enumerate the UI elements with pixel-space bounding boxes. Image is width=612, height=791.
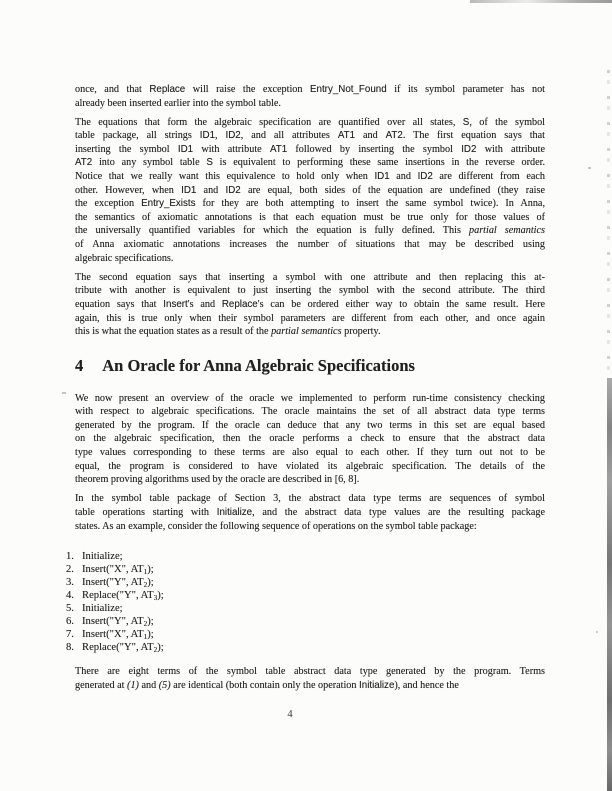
text-segment: this is what the equation states as a result of the [75,326,272,338]
list-item [66,563,545,576]
text-segment: table operations starting with [75,506,217,518]
text-segment: other. However, when [75,184,182,196]
text-segment: ); [147,629,154,641]
section-title: An Oracle for Anna Algebraic Specifications [102,355,415,375]
kw-text-segment: Entry_Exists [141,198,196,210]
list-item-text [82,642,164,653]
list-item-number: 4. [66,590,74,602]
kw-text-segment: Initialize [359,679,395,691]
paragraph [75,271,545,339]
text-line [75,83,545,97]
text-segment: Insert("Y", AT [82,577,144,589]
it-text-segment: partial semantics [271,326,342,338]
text-segment: , and all attributes [240,130,338,142]
it-text-segment: partial semantics [469,225,545,237]
text-segment: 's can be ordered either way to obtain the same result. Here [257,298,545,310]
kw-text-segment: S [206,157,213,169]
text-segment: the universally quantified variables for which the equation is fully defined. This [75,225,469,237]
kw-text-segment: ID2 [225,184,241,196]
kw-text-segment: AT2 [75,157,93,169]
text-segment: Initialize; [82,603,123,615]
text-segment: with attribute [193,143,270,155]
text-segment: and [138,679,159,691]
list-item-text [82,551,123,562]
kw-text-segment: ID1 [374,171,390,183]
text-segment: and [355,130,386,142]
text-segment: . The first equation says that [402,130,546,142]
text-segment: , of the symbol [469,116,546,128]
scan-speck-artifact [596,631,598,633]
text-line [75,520,545,534]
text-segment: of Anna axiomatic annotations increases the number of situations that may be described using [75,239,545,251]
text-segment: will raise the exception [185,84,310,95]
scan-edge-bar-artifact [607,378,612,791]
operation-list [66,550,545,654]
kw-text-segment: ID1 [177,143,194,155]
kw-text-segment: ID2 [417,171,433,183]
text-line [75,252,545,266]
kw-text-segment: AT1 [269,143,288,155]
section-number: 4 [75,355,84,375]
section-heading [75,356,545,376]
text-segment: and [389,171,418,183]
list-item [66,576,545,589]
list-item-number: 7. [66,629,74,641]
text-segment: , [215,130,226,142]
text-segment: We now present an overview of the oracle we implemented to perform run-time consistency checking [75,392,545,404]
text-line [75,298,545,312]
text-segment: equal, the program is considered to have violated its algebraic specification. The details of the [75,460,545,472]
text-segment: table package, all strings [75,130,200,142]
text-segment: ); [157,590,164,602]
text-segment: Insert("X", AT [82,564,144,576]
text-segment: into any symbol table [92,157,207,169]
text-line [75,271,545,285]
text-segment: Notice that we really want this equivalence to hold only when [75,171,375,183]
sub-text-segment: 3 [153,594,158,603]
kw-text-segment: ID2 [461,143,477,155]
text-line [75,184,545,198]
sub-text-segment: 2 [153,646,158,655]
list-item-number: 8. [66,642,74,654]
text-segment: on the algebraic specification, then the oracle performs a check to ensure that the abstract data [75,433,545,445]
list-item-text [82,564,154,575]
text-segment: algebraic specifications. [75,252,174,264]
text-line [75,156,545,170]
text-segment: followed by inserting the symbol [287,143,462,155]
text-segment: with respect to algebraic specifications. The oracle maintains the set of all abstract data type terms [75,406,545,418]
scan-speck-artifact [588,167,591,169]
list-item-number: 6. [66,616,74,628]
text-line [75,665,545,679]
text-segment: equation says that [75,298,164,310]
text-line [75,446,545,460]
text-segment: Initialize; [82,551,123,563]
text-segment: once, and that [75,84,150,95]
text-segment: if its symbol parameter has not [386,84,545,95]
text-line [75,211,545,225]
text-line [75,116,545,130]
text-line [75,224,545,238]
kw-text-segment: AT1 [337,130,356,142]
text-line [75,506,545,520]
it-text-segment: (1) [127,679,139,691]
text-segment: generated by the program. If the oracle can deduce that any two terms in this set are equal based [75,419,545,431]
list-item-text [82,577,154,588]
text-segment: The second equation says that inserting a symbol with one attribute and then replacing this at- [75,271,545,283]
text-segment: , and the abstract data type values are the resulting package [252,506,545,518]
kw-text-segment: Initialize [216,506,253,518]
list-item-text [82,616,154,627]
text-line [75,325,545,339]
list-item-number: 2. [66,564,74,576]
text-line [75,392,545,406]
sub-text-segment: 1 [143,633,148,642]
sub-text-segment: 2 [143,581,148,590]
text-segment: There are eight terms of the symbol table abstract data type generated by the program. Terms [75,666,545,678]
paragraph [75,116,545,266]
text-line [75,238,545,252]
text-segment: the semantics of axiomatic annotations is that each equation must be true only for those values of [75,211,545,223]
text-segment: The equations that form the algebraic specification are quantified over all states, [75,116,463,128]
text-segment: Insert("Y", AT [82,616,144,628]
page-number: 4 [287,709,293,720]
kw-text-segment: ID1 [199,130,216,142]
text-segment: type values corresponding to these terms are also equal to each other. If they turn out not to be [75,447,545,459]
text-line [75,405,545,419]
list-item [66,641,545,654]
text-segment: ); [147,577,154,589]
text-segment: 's and [187,298,222,310]
text-segment: Replace("Y", AT [82,590,154,602]
scan-edge-dashes-artifact [607,70,610,380]
text-line [75,473,545,487]
text-segment: and [196,184,226,196]
text-segment: In the symbol table package of Section 3, the abstract data type terms are sequences of symbol [75,493,545,505]
paragraph [75,392,545,487]
text-line [75,312,545,326]
kw-text-segment: ID1 [181,184,197,196]
list-item-text [82,590,164,601]
text-segment: again, this is true only when their symbol parameters are different from each other, and once again [75,312,545,324]
list-item-number: 5. [66,603,74,615]
text-segment: states. As an example, consider the following sequence of operations on the symbol table package: [75,520,477,532]
kw-text-segment: ID2 [225,130,241,142]
kw-text-segment: Replace [149,84,186,95]
text-segment: ), and hence the [394,679,459,691]
kw-text-segment: S [462,116,470,128]
text-segment: ); [147,564,154,576]
sub-text-segment: 2 [143,620,148,629]
text-segment: with attribute [476,143,546,155]
text-segment: is equivalent to performing these same insertions in the reverse order. [212,157,546,169]
scan-top-smudge-artifact [470,0,612,3]
text-segment: theorem proving algorithms used by the oracle are described in [6, 8]. [75,474,360,486]
text-line [75,432,545,446]
list-item-number: 3. [66,577,74,589]
list-item-number: 1. [66,551,74,563]
sub-text-segment: 1 [143,568,148,577]
text-line [75,284,545,298]
list-item [66,602,545,615]
list-item [66,628,545,641]
text-line [75,492,545,506]
text-segment: tribute with another is equivalent to just inserting the symbol with the second attribute. The third [75,285,545,297]
text-line [75,129,545,143]
text-segment: ); [157,642,164,654]
text-line [75,170,545,184]
text-line [75,97,545,111]
text-line [75,143,545,157]
text-segment: already been inserted earlier into the symbol table. [75,97,281,109]
paragraph [75,83,545,110]
text-segment: are different from each [432,171,545,183]
kw-text-segment: Insert [163,298,188,310]
paragraph [75,665,545,692]
text-line [75,197,545,211]
text-segment: inserting the symbol [75,143,178,155]
list-item [66,615,545,628]
text-segment: Insert("X", AT [82,629,144,641]
text-segment: the exception [75,198,142,210]
kw-text-segment: Entry_Not_Found [310,84,387,95]
text-line [75,419,545,433]
it-text-segment: (5) [158,679,171,691]
text-line [75,679,545,693]
text-segment: ); [147,616,154,628]
kw-text-segment: AT2 [385,130,403,142]
page-content [66,83,546,698]
text-segment: property. [341,326,381,338]
kw-text-segment: Replace [221,298,258,310]
list-item [66,550,545,563]
text-segment: are identical (both contain only the operation [170,679,360,691]
text-line [75,460,545,474]
scan-speck-artifact [62,392,66,394]
text-segment: Replace("Y", AT [82,642,154,654]
text-segment: are equal, both sides of the equation are undefined (they raise [240,184,545,196]
list-item-text [82,629,154,640]
paragraph [75,492,545,533]
list-item-text [82,603,123,614]
list-item [66,589,545,602]
text-segment: generated at [75,679,128,691]
text-segment: for they are both attempting to insert the same symbol twice). In Anna, [195,198,545,210]
